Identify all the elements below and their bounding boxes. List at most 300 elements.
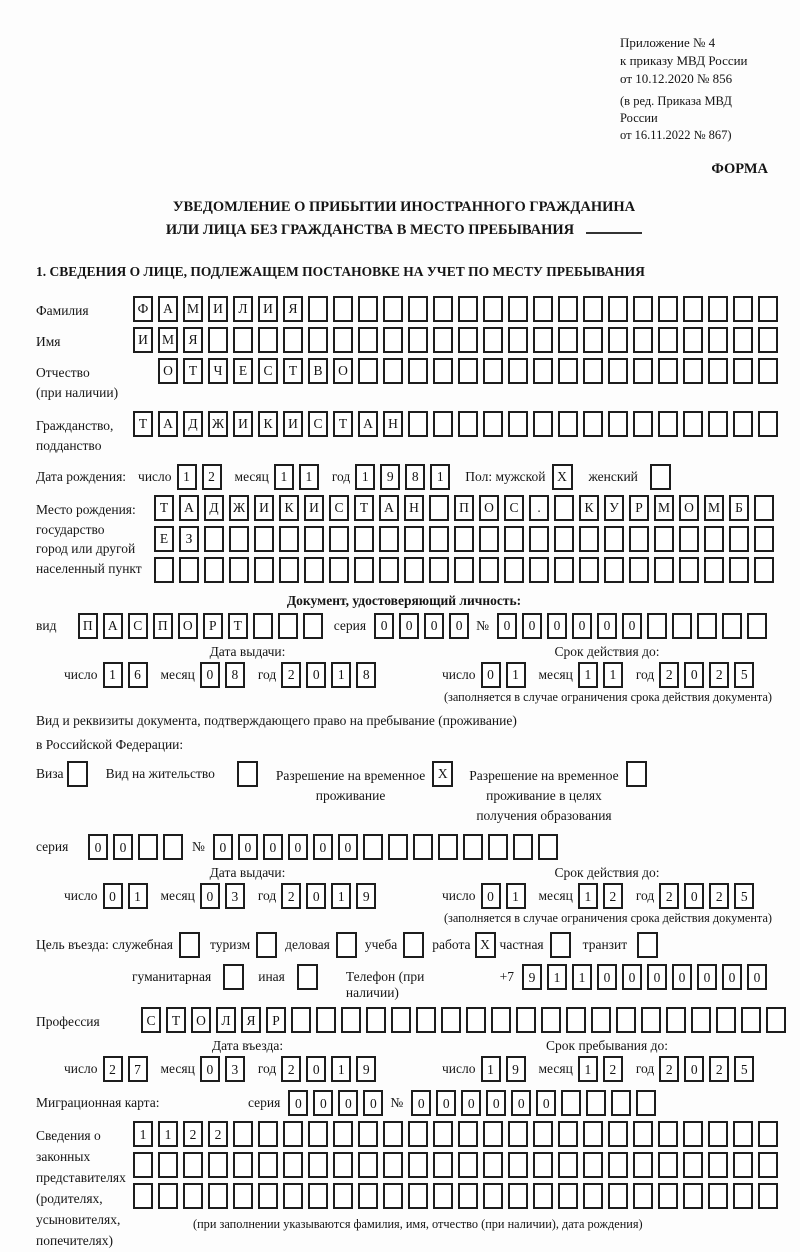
char-box[interactable] [679, 557, 699, 583]
char-box[interactable] [579, 526, 599, 552]
char-box[interactable]: 2 [281, 662, 301, 688]
char-box[interactable] [708, 1121, 728, 1147]
char-box[interactable] [758, 296, 778, 322]
char-box[interactable] [558, 1183, 578, 1209]
char-box[interactable] [658, 327, 678, 353]
char-box[interactable]: 1 [578, 662, 598, 688]
char-box[interactable]: 2 [659, 1056, 679, 1082]
month-boxes[interactable] [200, 883, 250, 909]
char-box[interactable] [683, 296, 703, 322]
char-box[interactable] [408, 411, 428, 437]
char-box[interactable] [308, 1121, 328, 1147]
char-box[interactable] [583, 411, 603, 437]
doc-number-input[interactable] [497, 613, 772, 639]
char-box[interactable]: М [183, 296, 203, 322]
day-boxes[interactable] [481, 662, 531, 688]
patronymic-input[interactable] [158, 358, 783, 384]
char-box[interactable] [433, 1183, 453, 1209]
char-box[interactable]: 2 [709, 662, 729, 688]
birthplace-input-row1[interactable] [154, 495, 779, 521]
char-box[interactable] [683, 411, 703, 437]
char-box[interactable]: 2 [183, 1121, 203, 1147]
char-box[interactable] [304, 557, 324, 583]
char-box[interactable] [158, 1183, 178, 1209]
day-boxes[interactable] [177, 464, 227, 490]
visa-checkbox[interactable] [67, 761, 88, 787]
char-box[interactable] [666, 1007, 686, 1033]
char-box[interactable]: С [258, 358, 278, 384]
char-box[interactable]: Р [629, 495, 649, 521]
char-box[interactable]: О [178, 613, 198, 639]
char-box[interactable] [358, 327, 378, 353]
char-box[interactable]: 0 [747, 964, 767, 990]
char-box[interactable]: У [604, 495, 624, 521]
purpose-humanitarian-checkbox[interactable] [223, 964, 244, 990]
char-box[interactable] [133, 1183, 153, 1209]
year-boxes[interactable] [281, 883, 381, 909]
char-box[interactable] [158, 1152, 178, 1178]
char-box[interactable] [508, 327, 528, 353]
char-box[interactable]: К [258, 411, 278, 437]
char-box[interactable] [629, 557, 649, 583]
char-box[interactable]: М [654, 495, 674, 521]
char-box[interactable] [363, 834, 383, 860]
day-boxes[interactable] [103, 1056, 153, 1082]
char-box[interactable] [616, 1007, 636, 1033]
char-box[interactable] [633, 358, 653, 384]
day-boxes[interactable] [481, 883, 531, 909]
char-box[interactable]: 1 [299, 464, 319, 490]
char-box[interactable]: 9 [522, 964, 542, 990]
char-box[interactable] [583, 1121, 603, 1147]
purpose-private-checkbox[interactable] [550, 932, 571, 958]
char-box[interactable] [333, 1121, 353, 1147]
char-box[interactable]: Ж [229, 495, 249, 521]
purpose-transit-checkbox[interactable] [637, 932, 658, 958]
char-box[interactable] [608, 411, 628, 437]
char-box[interactable]: 0 [572, 613, 592, 639]
char-box[interactable] [716, 1007, 736, 1033]
char-box[interactable]: 2 [603, 883, 623, 909]
char-box[interactable] [429, 557, 449, 583]
char-box[interactable]: 0 [424, 613, 444, 639]
char-box[interactable]: 1 [578, 1056, 598, 1082]
char-box[interactable]: К [279, 495, 299, 521]
char-box[interactable] [258, 1121, 278, 1147]
char-box[interactable] [633, 411, 653, 437]
char-box[interactable] [633, 1121, 653, 1147]
char-box[interactable] [483, 358, 503, 384]
char-box[interactable] [508, 358, 528, 384]
char-box[interactable]: Т [283, 358, 303, 384]
char-box[interactable] [604, 526, 624, 552]
char-box[interactable] [383, 1121, 403, 1147]
char-box[interactable]: 1 [177, 464, 197, 490]
char-box[interactable] [458, 327, 478, 353]
char-box[interactable] [483, 1152, 503, 1178]
char-box[interactable] [408, 1152, 428, 1178]
char-box[interactable] [233, 327, 253, 353]
char-box[interactable] [433, 327, 453, 353]
char-box[interactable]: 7 [128, 1056, 148, 1082]
char-box[interactable] [329, 557, 349, 583]
permit-expiry-date-input[interactable] [442, 883, 772, 909]
char-box[interactable] [508, 1152, 528, 1178]
char-box[interactable] [466, 1007, 486, 1033]
char-box[interactable]: Р [266, 1007, 286, 1033]
char-box[interactable]: 0 [536, 1090, 556, 1116]
char-box[interactable] [479, 526, 499, 552]
char-box[interactable] [383, 358, 403, 384]
char-box[interactable] [333, 1183, 353, 1209]
char-box[interactable] [683, 327, 703, 353]
char-box[interactable] [283, 327, 303, 353]
char-box[interactable]: П [78, 613, 98, 639]
char-box[interactable]: 2 [103, 1056, 123, 1082]
char-box[interactable] [529, 557, 549, 583]
char-box[interactable]: Е [154, 526, 174, 552]
char-box[interactable] [138, 834, 158, 860]
citizenship-input[interactable] [133, 411, 783, 437]
char-box[interactable] [258, 327, 278, 353]
char-box[interactable] [754, 526, 774, 552]
char-box[interactable] [254, 526, 274, 552]
char-box[interactable]: 0 [306, 1056, 326, 1082]
char-box[interactable] [533, 327, 553, 353]
char-box[interactable] [404, 557, 424, 583]
permit-number-input[interactable] [213, 834, 563, 860]
char-box[interactable] [516, 1007, 536, 1033]
year-boxes[interactable] [281, 1056, 381, 1082]
purpose-other-checkbox[interactable] [297, 964, 318, 990]
name-input[interactable] [133, 327, 783, 353]
char-box[interactable] [629, 526, 649, 552]
char-box[interactable] [558, 358, 578, 384]
char-box[interactable] [488, 834, 508, 860]
purpose-business-checkbox[interactable] [336, 932, 357, 958]
char-box[interactable]: 0 [200, 883, 220, 909]
char-box[interactable] [647, 613, 667, 639]
char-box[interactable] [608, 358, 628, 384]
char-box[interactable] [658, 358, 678, 384]
purpose-study-checkbox[interactable] [403, 932, 424, 958]
month-boxes[interactable] [200, 1056, 250, 1082]
char-box[interactable]: 0 [522, 613, 542, 639]
char-box[interactable]: Т [333, 411, 353, 437]
char-box[interactable]: 0 [213, 834, 233, 860]
char-box[interactable] [583, 1152, 603, 1178]
char-box[interactable] [333, 327, 353, 353]
char-box[interactable]: 0 [306, 883, 326, 909]
char-box[interactable]: 0 [722, 964, 742, 990]
char-box[interactable]: Н [383, 411, 403, 437]
char-box[interactable] [303, 613, 323, 639]
char-box[interactable] [708, 327, 728, 353]
char-box[interactable] [633, 1152, 653, 1178]
char-box[interactable] [383, 1183, 403, 1209]
char-box[interactable] [308, 1152, 328, 1178]
char-box[interactable]: О [158, 358, 178, 384]
char-box[interactable] [408, 1183, 428, 1209]
char-box[interactable] [416, 1007, 436, 1033]
doc-type-input[interactable] [78, 613, 328, 639]
char-box[interactable]: С [329, 495, 349, 521]
year-boxes[interactable] [659, 1056, 759, 1082]
char-box[interactable]: 2 [281, 1056, 301, 1082]
char-box[interactable]: 1 [547, 964, 567, 990]
char-box[interactable]: 1 [506, 883, 526, 909]
char-box[interactable] [641, 1007, 661, 1033]
char-box[interactable] [608, 296, 628, 322]
char-box[interactable] [704, 526, 724, 552]
char-box[interactable] [561, 1090, 581, 1116]
char-box[interactable] [391, 1007, 411, 1033]
char-box[interactable] [483, 1183, 503, 1209]
char-box[interactable]: 2 [202, 464, 222, 490]
char-box[interactable]: Я [241, 1007, 261, 1033]
char-box[interactable]: 0 [547, 613, 567, 639]
char-box[interactable]: Д [204, 495, 224, 521]
char-box[interactable] [291, 1007, 311, 1033]
char-box[interactable] [554, 557, 574, 583]
char-box[interactable]: 1 [331, 1056, 351, 1082]
char-box[interactable] [558, 411, 578, 437]
char-box[interactable] [354, 557, 374, 583]
char-box[interactable]: 9 [506, 1056, 526, 1082]
char-box[interactable]: 1 [572, 964, 592, 990]
char-box[interactable] [704, 557, 724, 583]
char-box[interactable] [729, 526, 749, 552]
char-box[interactable]: 0 [622, 964, 642, 990]
char-box[interactable]: 0 [449, 613, 469, 639]
char-box[interactable]: 9 [356, 883, 376, 909]
char-box[interactable] [533, 411, 553, 437]
char-box[interactable]: 1 [103, 662, 123, 688]
char-box[interactable]: И [254, 495, 274, 521]
char-box[interactable] [733, 327, 753, 353]
char-box[interactable]: 1 [128, 883, 148, 909]
char-box[interactable]: 0 [622, 613, 642, 639]
char-box[interactable] [733, 411, 753, 437]
char-box[interactable] [458, 411, 478, 437]
char-box[interactable] [691, 1007, 711, 1033]
edu-permit-checkbox[interactable] [626, 761, 647, 787]
char-box[interactable] [558, 296, 578, 322]
representatives-input-row3[interactable] [133, 1183, 783, 1209]
permit-issue-date-input[interactable] [64, 883, 431, 909]
char-box[interactable] [583, 1183, 603, 1209]
char-box[interactable]: И [133, 327, 153, 353]
char-box[interactable] [133, 1152, 153, 1178]
char-box[interactable]: 0 [313, 1090, 333, 1116]
char-box[interactable] [413, 834, 433, 860]
char-box[interactable]: О [191, 1007, 211, 1033]
char-box[interactable]: 0 [113, 834, 133, 860]
char-box[interactable] [308, 1183, 328, 1209]
migration-number-input[interactable] [411, 1090, 661, 1116]
char-box[interactable] [408, 1121, 428, 1147]
char-box[interactable]: 0 [436, 1090, 456, 1116]
char-box[interactable]: 1 [578, 883, 598, 909]
char-box[interactable] [433, 358, 453, 384]
char-box[interactable]: 1 [331, 883, 351, 909]
char-box[interactable] [433, 1152, 453, 1178]
char-box[interactable] [229, 526, 249, 552]
char-box[interactable]: М [158, 327, 178, 353]
char-box[interactable] [508, 296, 528, 322]
char-box[interactable] [358, 1183, 378, 1209]
char-box[interactable] [438, 834, 458, 860]
char-box[interactable]: В [308, 358, 328, 384]
char-box[interactable]: С [308, 411, 328, 437]
char-box[interactable]: 2 [709, 883, 729, 909]
char-box[interactable]: 0 [399, 613, 419, 639]
char-box[interactable]: 0 [313, 834, 333, 860]
char-box[interactable] [758, 1152, 778, 1178]
char-box[interactable]: 5 [734, 883, 754, 909]
residence-permit-checkbox[interactable] [237, 761, 258, 787]
char-box[interactable] [504, 526, 524, 552]
char-box[interactable]: Н [404, 495, 424, 521]
char-box[interactable] [308, 327, 328, 353]
char-box[interactable] [433, 411, 453, 437]
char-box[interactable] [541, 1007, 561, 1033]
char-box[interactable] [754, 557, 774, 583]
char-box[interactable] [341, 1007, 361, 1033]
doc-series-input[interactable] [374, 613, 474, 639]
char-box[interactable] [491, 1007, 511, 1033]
char-box[interactable] [766, 1007, 786, 1033]
year-boxes[interactable] [355, 464, 455, 490]
char-box[interactable] [433, 1121, 453, 1147]
char-box[interactable]: 9 [356, 1056, 376, 1082]
char-box[interactable] [233, 1183, 253, 1209]
char-box[interactable]: А [103, 613, 123, 639]
char-box[interactable]: 1 [481, 1056, 501, 1082]
char-box[interactable] [283, 1121, 303, 1147]
char-box[interactable]: 0 [374, 613, 394, 639]
char-box[interactable] [479, 557, 499, 583]
char-box[interactable] [679, 526, 699, 552]
char-box[interactable] [741, 1007, 761, 1033]
char-box[interactable] [533, 358, 553, 384]
temp-permit-checkbox[interactable]: X [432, 761, 453, 787]
char-box[interactable] [483, 411, 503, 437]
birthplace-input-row3[interactable] [154, 557, 779, 583]
char-box[interactable]: 0 [684, 1056, 704, 1082]
char-box[interactable] [729, 557, 749, 583]
char-box[interactable] [458, 1152, 478, 1178]
month-boxes[interactable] [274, 464, 324, 490]
permit-series-input[interactable] [88, 834, 188, 860]
char-box[interactable]: Ф [133, 296, 153, 322]
profession-input[interactable] [141, 1007, 791, 1033]
char-box[interactable] [458, 1121, 478, 1147]
char-box[interactable] [279, 526, 299, 552]
char-box[interactable]: 6 [128, 662, 148, 688]
char-box[interactable] [533, 1152, 553, 1178]
char-box[interactable] [608, 327, 628, 353]
char-box[interactable] [658, 1183, 678, 1209]
char-box[interactable]: . [529, 495, 549, 521]
char-box[interactable]: О [479, 495, 499, 521]
char-box[interactable]: Б [729, 495, 749, 521]
phone-input[interactable] [522, 964, 772, 990]
char-box[interactable] [329, 526, 349, 552]
surname-input[interactable] [133, 296, 783, 322]
char-box[interactable]: М [704, 495, 724, 521]
char-box[interactable] [697, 613, 717, 639]
char-box[interactable] [733, 1183, 753, 1209]
char-box[interactable] [636, 1090, 656, 1116]
char-box[interactable]: К [579, 495, 599, 521]
month-boxes[interactable] [578, 662, 628, 688]
char-box[interactable]: Я [183, 327, 203, 353]
char-box[interactable] [179, 557, 199, 583]
char-box[interactable]: А [379, 495, 399, 521]
char-box[interactable] [733, 1121, 753, 1147]
char-box[interactable]: 0 [461, 1090, 481, 1116]
char-box[interactable] [383, 296, 403, 322]
char-box[interactable] [591, 1007, 611, 1033]
char-box[interactable] [458, 358, 478, 384]
char-box[interactable]: 1 [274, 464, 294, 490]
char-box[interactable]: 2 [659, 883, 679, 909]
char-box[interactable] [583, 296, 603, 322]
char-box[interactable] [658, 1121, 678, 1147]
char-box[interactable]: А [358, 411, 378, 437]
day-boxes[interactable] [481, 1056, 531, 1082]
char-box[interactable]: 1 [158, 1121, 178, 1147]
char-box[interactable]: 0 [486, 1090, 506, 1116]
char-box[interactable]: 0 [263, 834, 283, 860]
char-box[interactable] [358, 358, 378, 384]
char-box[interactable]: 0 [363, 1090, 383, 1116]
char-box[interactable] [408, 296, 428, 322]
char-box[interactable] [366, 1007, 386, 1033]
char-box[interactable] [683, 1152, 703, 1178]
char-box[interactable]: 0 [238, 834, 258, 860]
char-box[interactable]: 2 [709, 1056, 729, 1082]
char-box[interactable] [308, 296, 328, 322]
char-box[interactable] [458, 296, 478, 322]
char-box[interactable]: 1 [133, 1121, 153, 1147]
char-box[interactable]: 2 [281, 883, 301, 909]
char-box[interactable]: Т [166, 1007, 186, 1033]
char-box[interactable] [383, 1152, 403, 1178]
char-box[interactable] [504, 557, 524, 583]
char-box[interactable]: С [504, 495, 524, 521]
char-box[interactable] [708, 1152, 728, 1178]
char-box[interactable] [754, 495, 774, 521]
year-boxes[interactable] [281, 662, 381, 688]
char-box[interactable] [722, 613, 742, 639]
month-boxes[interactable] [578, 1056, 628, 1082]
char-box[interactable]: Д [183, 411, 203, 437]
migration-series-input[interactable] [288, 1090, 388, 1116]
char-box[interactable]: Т [354, 495, 374, 521]
char-box[interactable] [278, 613, 298, 639]
char-box[interactable] [429, 495, 449, 521]
char-box[interactable]: 1 [355, 464, 375, 490]
char-box[interactable] [586, 1090, 606, 1116]
char-box[interactable] [758, 358, 778, 384]
char-box[interactable]: А [179, 495, 199, 521]
char-box[interactable]: 0 [103, 883, 123, 909]
char-box[interactable]: Р [203, 613, 223, 639]
char-box[interactable]: О [679, 495, 699, 521]
char-box[interactable]: 0 [684, 662, 704, 688]
